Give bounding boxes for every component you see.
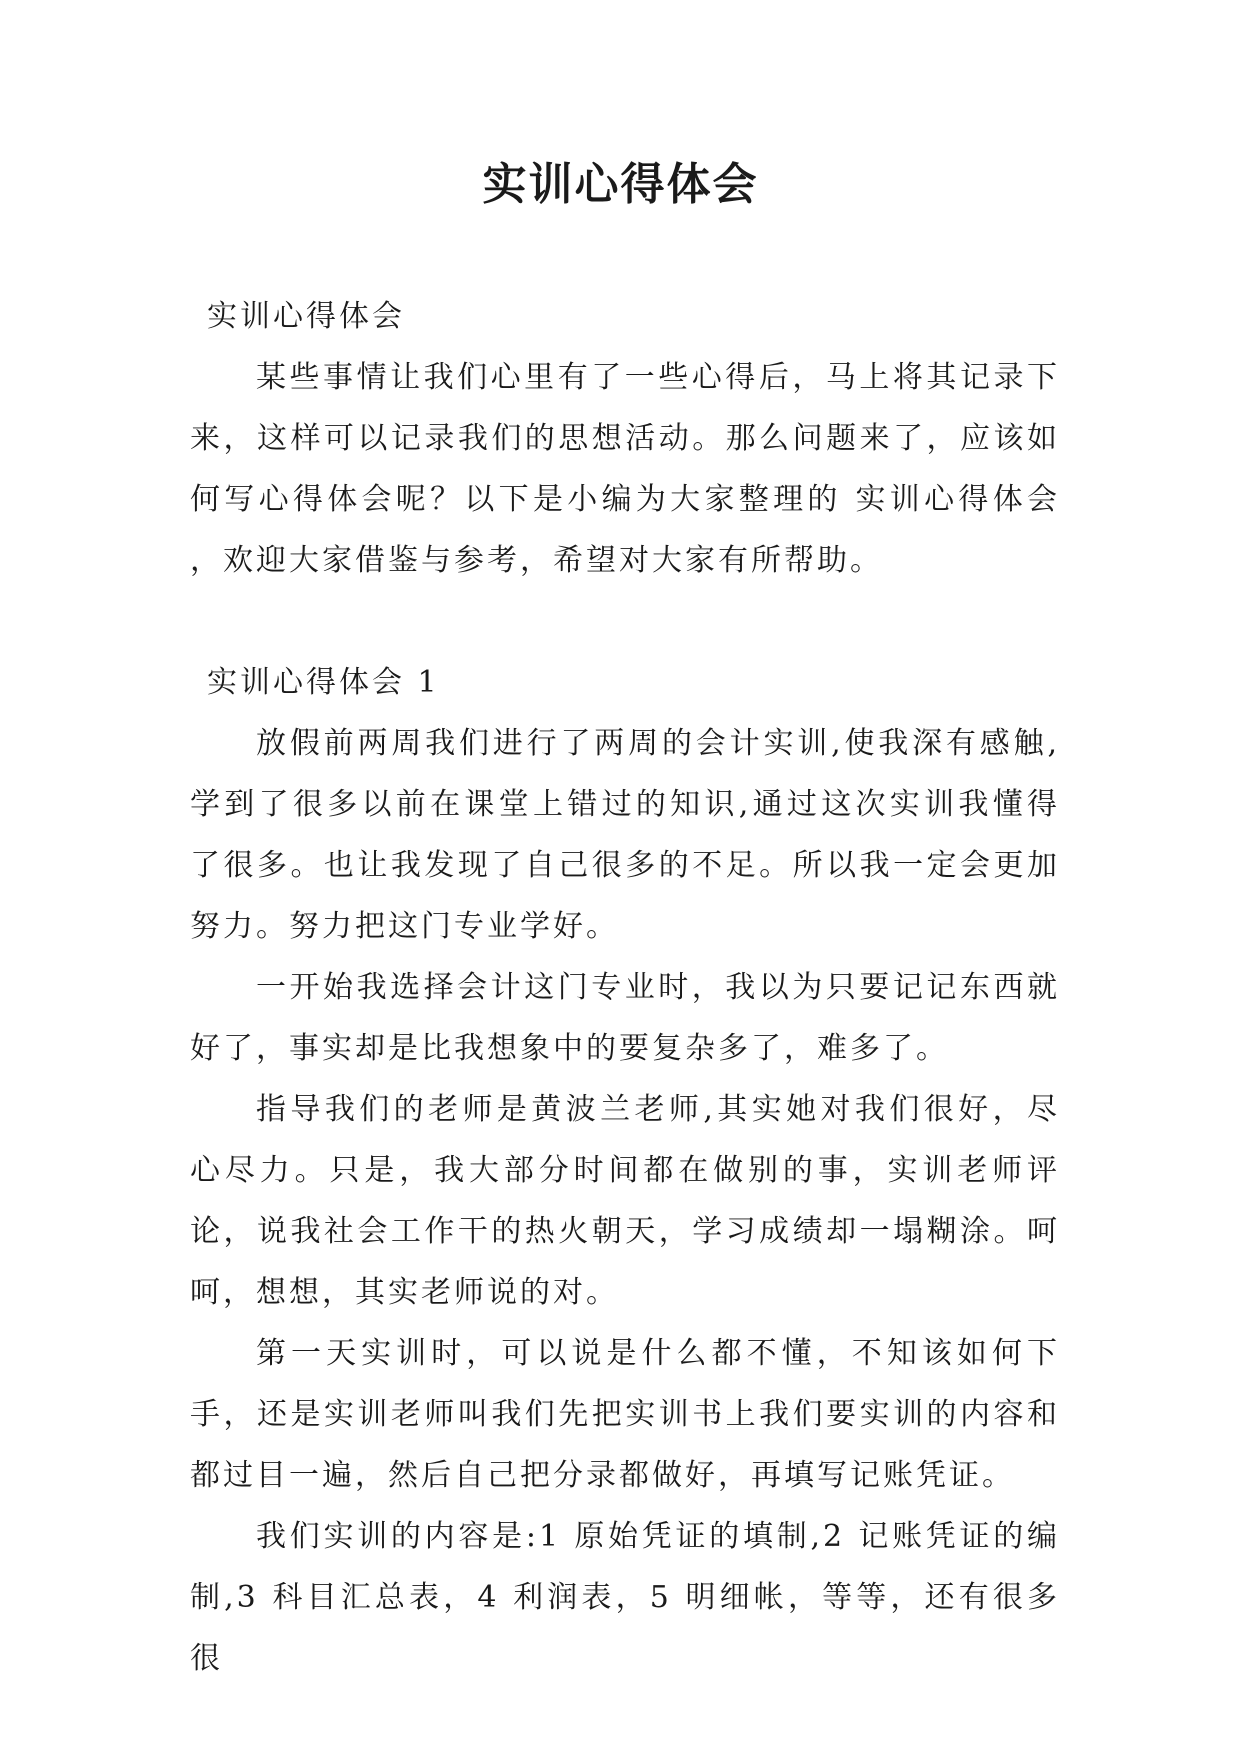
body-paragraph: 第一天实训时，可以说是什么都不懂，不知该如何下手，还是实训老师叫我们先把实训书上我们要实训的内容和都过目一遍，然后自己把分录都做好，再填写记账凭证。	[190, 1336, 1060, 1493]
document-body	[190, 286, 1060, 1689]
document-title: 实训心得体会	[482, 159, 759, 210]
body-paragraph: 我们实训的内容是:1 原始凭证的填制,2 记账凭证的编制,3 科目汇总表，4 利润表，5 明细帐，等等，还有很多很	[190, 1519, 1060, 1676]
body-paragraph: 指导我们的老师是黄波兰老师,其实她对我们很好，尽心尽力。只是，我大部分时间都在做别的事，实训老师评论，说我社会工作干的热火朝天，学习成绩却一塌糊涂。呵呵，想想，其实老师说的对。	[190, 1092, 1060, 1310]
body-paragraph: 一开始我选择会计这门专业时，我以为只要记记东西就好了，事实却是比我想象中的要复杂多了，难多了。	[190, 970, 1060, 1066]
body-paragraph: 放假前两周我们进行了两周的会计实训,使我深有感触,学到了很多以前在课堂上错过的知识,通过这次实训我懂得了很多。也让我发现了自己很多的不足。所以我一定会更加努力。努力把这门专业学好。	[190, 726, 1060, 944]
section-heading: 实训心得体会 1	[207, 665, 440, 700]
section-spacer	[190, 591, 1060, 652]
intro-heading: 实训心得体会	[207, 299, 405, 334]
intro-paragraph: 某些事情让我们心里有了一些心得后，马上将其记录下来，这样可以记录我们的思想活动。那么问题来了，应该如何写心得体会呢？以下是小编为大家整理的 实训心得体会 ，欢迎大家借鉴与参考，希望对大家有所帮助。	[190, 360, 1060, 578]
